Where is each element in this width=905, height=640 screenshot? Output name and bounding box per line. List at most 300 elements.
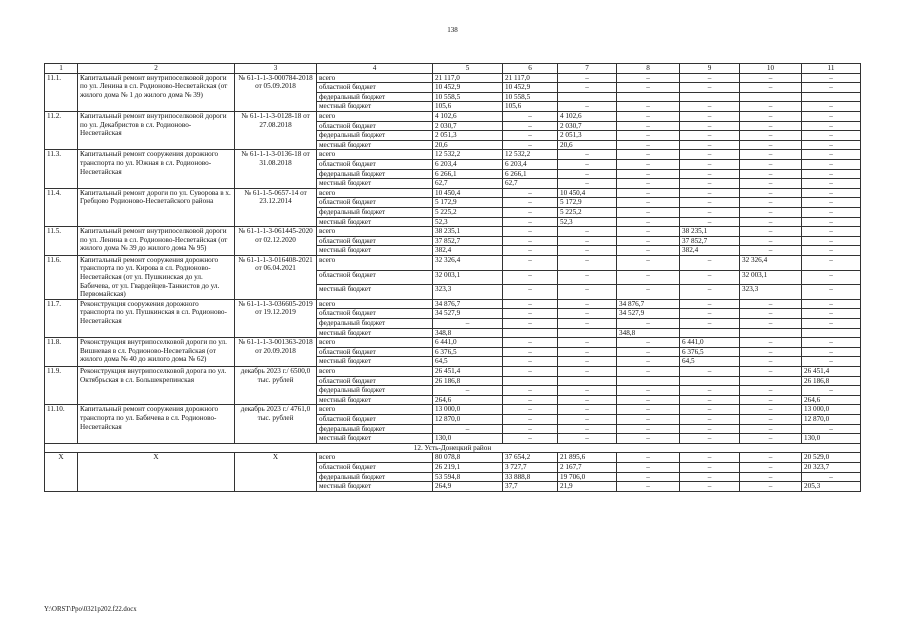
amount-cell: – bbox=[802, 111, 861, 121]
item-document: № 61-1-5-0657-14 от 23.12.2014 bbox=[235, 188, 317, 226]
funding-source: областной бюджет bbox=[317, 309, 433, 319]
amount-cell: 382,4 bbox=[433, 246, 503, 256]
amount-cell: – bbox=[802, 140, 861, 150]
amount-cell: – bbox=[680, 395, 740, 405]
page-number: 138 bbox=[447, 26, 458, 34]
funding-source: областной бюджет bbox=[317, 198, 433, 208]
amount-cell: – bbox=[503, 121, 558, 131]
amount-cell: 34 876,7 bbox=[617, 299, 680, 309]
amount-cell: – bbox=[558, 414, 617, 424]
amount-cell: – bbox=[503, 414, 558, 424]
amount-cell: – bbox=[680, 367, 740, 377]
item-name: Х bbox=[78, 453, 235, 491]
amount-cell: – bbox=[740, 179, 802, 189]
funding-source: федеральный бюджет bbox=[317, 386, 433, 396]
amount-cell bbox=[680, 92, 740, 102]
amount-cell: – bbox=[617, 111, 680, 121]
column-number: 1 bbox=[45, 64, 78, 74]
amount-cell: – bbox=[558, 309, 617, 319]
funding-source: местный бюджет bbox=[317, 482, 433, 492]
amount-cell: – bbox=[680, 111, 740, 121]
amount-cell: – bbox=[503, 140, 558, 150]
amount-cell: – bbox=[740, 386, 802, 396]
amount-cell: 10 452,9 bbox=[503, 83, 558, 93]
amount-cell: – bbox=[680, 255, 740, 270]
amount-cell: – bbox=[802, 299, 861, 309]
funding-source: областной бюджет bbox=[317, 376, 433, 386]
item-number: Х bbox=[45, 453, 78, 491]
item-number: 11.6. bbox=[45, 255, 78, 299]
funding-table bbox=[44, 63, 861, 492]
amount-cell: – bbox=[740, 367, 802, 377]
funding-source: местный бюджет bbox=[317, 102, 433, 112]
amount-cell: – bbox=[503, 270, 558, 285]
amount-cell: – bbox=[680, 424, 740, 434]
amount-cell: – bbox=[740, 121, 802, 131]
funding-source: всего bbox=[317, 227, 433, 237]
amount-cell: – bbox=[503, 367, 558, 377]
table-row bbox=[45, 188, 861, 198]
item-document: № 61-1-1-3-016408-2021 от 06.04.2021 bbox=[235, 255, 317, 299]
amount-cell: 382,4 bbox=[680, 246, 740, 256]
amount-cell: – bbox=[680, 319, 740, 329]
amount-cell: – bbox=[617, 270, 680, 285]
amount-cell: – bbox=[740, 347, 802, 357]
item-number: 11.5. bbox=[45, 227, 78, 256]
funding-source: всего bbox=[317, 255, 433, 270]
amount-cell: – bbox=[617, 386, 680, 396]
amount-cell: – bbox=[617, 482, 680, 492]
amount-cell bbox=[558, 376, 617, 386]
table-body bbox=[45, 64, 861, 492]
amount-cell: – bbox=[740, 83, 802, 93]
amount-cell: – bbox=[617, 207, 680, 217]
amount-cell: – bbox=[558, 102, 617, 112]
amount-cell: 323,3 bbox=[433, 285, 503, 300]
amount-cell: – bbox=[617, 405, 680, 415]
funding-source: всего bbox=[317, 453, 433, 463]
amount-cell: 52,3 bbox=[558, 217, 617, 227]
amount-cell: – bbox=[740, 246, 802, 256]
amount-cell: – bbox=[740, 236, 802, 246]
table-row bbox=[45, 255, 861, 270]
amount-cell: – bbox=[680, 198, 740, 208]
column-number: 8 bbox=[617, 64, 680, 74]
amount-cell: – bbox=[740, 198, 802, 208]
amount-cell: – bbox=[617, 227, 680, 237]
amount-cell: – bbox=[617, 434, 680, 444]
funding-source: местный бюджет bbox=[317, 434, 433, 444]
item-number: 11.1. bbox=[45, 73, 78, 111]
funding-source: федеральный бюджет bbox=[317, 207, 433, 217]
item-name: Капитальный ремонт внутрипоселковой дороги по ул. Ленина в сл. Родионово-Несветайская (от жилого дома № 39 до жилого дома № 95) bbox=[78, 227, 235, 256]
amount-cell: – bbox=[740, 73, 802, 83]
amount-cell: 32 003,1 bbox=[740, 270, 802, 285]
funding-source: областной бюджет bbox=[317, 83, 433, 93]
item-name: Капитальный ремонт дороги по ул. Суворова в х. Гребцово Родионово-Несветайского района bbox=[78, 188, 235, 226]
amount-cell: – bbox=[617, 188, 680, 198]
amount-cell: 2 051,3 bbox=[558, 131, 617, 141]
funding-source: федеральный бюджет bbox=[317, 472, 433, 482]
column-number: 10 bbox=[740, 64, 802, 74]
amount-cell: 264,6 bbox=[433, 395, 503, 405]
item-name: Реконструкция сооружения дорожного транспорта по ул. Пушкинская в сл. Родионово-Несветайская bbox=[78, 299, 235, 337]
amount-cell: – bbox=[503, 434, 558, 444]
amount-cell: 19 706,0 bbox=[558, 472, 617, 482]
amount-cell: 20,6 bbox=[433, 140, 503, 150]
amount-cell: 5 172,9 bbox=[433, 198, 503, 208]
amount-cell: – bbox=[558, 424, 617, 434]
amount-cell: – bbox=[680, 453, 740, 463]
amount-cell: – bbox=[617, 102, 680, 112]
amount-cell: 12 532,2 bbox=[433, 150, 503, 160]
funding-source: всего bbox=[317, 338, 433, 348]
amount-cell bbox=[617, 376, 680, 386]
item-name: Капитальный ремонт сооружения дорожного транспорта по ул. Южная в сл. Родионово-Несветайская bbox=[78, 150, 235, 188]
amount-cell: – bbox=[558, 386, 617, 396]
amount-cell: – bbox=[503, 207, 558, 217]
item-number: 11.3. bbox=[45, 150, 78, 188]
amount-cell: – bbox=[503, 131, 558, 141]
funding-source: областной бюджет bbox=[317, 270, 433, 285]
funding-source: областной бюджет bbox=[317, 462, 433, 472]
amount-cell: 53 594,8 bbox=[433, 472, 503, 482]
amount-cell: 4 102,6 bbox=[558, 111, 617, 121]
amount-cell: – bbox=[558, 405, 617, 415]
amount-cell: – bbox=[558, 299, 617, 309]
table-row bbox=[45, 150, 861, 160]
amount-cell: – bbox=[802, 309, 861, 319]
table-row bbox=[45, 227, 861, 237]
amount-cell: 20 323,7 bbox=[802, 462, 861, 472]
amount-cell: – bbox=[558, 270, 617, 285]
amount-cell: – bbox=[433, 424, 503, 434]
amount-cell: – bbox=[802, 386, 861, 396]
amount-cell: – bbox=[802, 83, 861, 93]
amount-cell: – bbox=[740, 299, 802, 309]
amount-cell: 130,0 bbox=[433, 434, 503, 444]
amount-cell: 10 452,9 bbox=[433, 83, 503, 93]
amount-cell: – bbox=[802, 102, 861, 112]
amount-cell: 6 203,4 bbox=[503, 159, 558, 169]
amount-cell: – bbox=[680, 169, 740, 179]
amount-cell: 37 654,2 bbox=[503, 453, 558, 463]
amount-cell: 264,9 bbox=[433, 482, 503, 492]
column-number: 7 bbox=[558, 64, 617, 74]
amount-cell: 205,3 bbox=[802, 482, 861, 492]
amount-cell: – bbox=[740, 169, 802, 179]
amount-cell: – bbox=[740, 434, 802, 444]
amount-cell: – bbox=[503, 386, 558, 396]
amount-cell: 10 450,4 bbox=[558, 188, 617, 198]
amount-cell: – bbox=[558, 338, 617, 348]
amount-cell: – bbox=[740, 462, 802, 472]
amount-cell: – bbox=[802, 357, 861, 367]
amount-cell: 38 235,1 bbox=[680, 227, 740, 237]
amount-cell: – bbox=[617, 169, 680, 179]
amount-cell: 26 451,4 bbox=[433, 367, 503, 377]
amount-cell: – bbox=[740, 405, 802, 415]
amount-cell: – bbox=[740, 150, 802, 160]
amount-cell: – bbox=[680, 414, 740, 424]
amount-cell: – bbox=[558, 169, 617, 179]
amount-cell: 10 558,5 bbox=[503, 92, 558, 102]
amount-cell: – bbox=[558, 236, 617, 246]
amount-cell: – bbox=[433, 386, 503, 396]
amount-cell: 2 030,7 bbox=[558, 121, 617, 131]
amount-cell: 6 376,5 bbox=[433, 347, 503, 357]
amount-cell: – bbox=[680, 207, 740, 217]
amount-cell: – bbox=[802, 236, 861, 246]
funding-source: областной бюджет bbox=[317, 414, 433, 424]
column-number: 4 bbox=[317, 64, 433, 74]
amount-cell bbox=[740, 92, 802, 102]
amount-cell: – bbox=[558, 73, 617, 83]
amount-cell: 64,5 bbox=[433, 357, 503, 367]
amount-cell: – bbox=[740, 472, 802, 482]
amount-cell: – bbox=[617, 121, 680, 131]
funding-source: всего bbox=[317, 299, 433, 309]
amount-cell: – bbox=[503, 227, 558, 237]
amount-cell: – bbox=[503, 236, 558, 246]
amount-cell: 21 895,6 bbox=[558, 453, 617, 463]
item-name: Капитальный ремонт внутрипоселковой дороги по ул. Декабристов в сл. Родионово-Несветайская bbox=[78, 111, 235, 149]
amount-cell bbox=[802, 92, 861, 102]
funding-source: областной бюджет bbox=[317, 236, 433, 246]
amount-cell: 34 876,7 bbox=[433, 299, 503, 309]
amount-cell: 5 225,2 bbox=[558, 207, 617, 217]
funding-source: федеральный бюджет bbox=[317, 131, 433, 141]
amount-cell: – bbox=[680, 102, 740, 112]
amount-cell: 52,3 bbox=[433, 217, 503, 227]
amount-cell: – bbox=[802, 255, 861, 270]
amount-cell: – bbox=[802, 150, 861, 160]
funding-source: местный бюджет bbox=[317, 140, 433, 150]
amount-cell: – bbox=[558, 347, 617, 357]
column-number: 11 bbox=[802, 64, 861, 74]
amount-cell: – bbox=[680, 179, 740, 189]
column-number: 9 bbox=[680, 64, 740, 74]
amount-cell: 37 852,7 bbox=[680, 236, 740, 246]
amount-cell: – bbox=[558, 357, 617, 367]
amount-cell: 26 186,8 bbox=[433, 376, 503, 386]
amount-cell: – bbox=[802, 285, 861, 300]
amount-cell: – bbox=[680, 188, 740, 198]
file-path-footer: Y:\ORST\Ppo\0321p202.f22.docx bbox=[44, 606, 137, 613]
table-row bbox=[45, 338, 861, 348]
amount-cell: – bbox=[617, 179, 680, 189]
amount-cell: – bbox=[617, 347, 680, 357]
item-document: № 61-1-1-3-036605-2019 от 19.12.2019 bbox=[235, 299, 317, 337]
amount-cell: – bbox=[617, 357, 680, 367]
item-name: Реконструкция внутрипоселковой дорога по ул. Октябрьская в сл. Большекрепинская bbox=[78, 367, 235, 405]
amount-cell: – bbox=[503, 405, 558, 415]
amount-cell: 34 527,9 bbox=[617, 309, 680, 319]
amount-cell: – bbox=[740, 140, 802, 150]
amount-cell: 2 167,7 bbox=[558, 462, 617, 472]
funding-source: местный бюджет bbox=[317, 395, 433, 405]
amount-cell: – bbox=[680, 309, 740, 319]
amount-cell: 348,8 bbox=[617, 328, 680, 338]
amount-cell: – bbox=[680, 121, 740, 131]
amount-cell: – bbox=[558, 159, 617, 169]
amount-cell: – bbox=[503, 424, 558, 434]
table-row bbox=[45, 405, 861, 415]
amount-cell: 6 203,4 bbox=[433, 159, 503, 169]
amount-cell bbox=[802, 328, 861, 338]
amount-cell: 26 186,8 bbox=[802, 376, 861, 386]
amount-cell: 32 003,1 bbox=[433, 270, 503, 285]
amount-cell: – bbox=[680, 405, 740, 415]
amount-cell: 37 852,7 bbox=[433, 236, 503, 246]
amount-cell: – bbox=[680, 159, 740, 169]
amount-cell: 34 527,9 bbox=[433, 309, 503, 319]
amount-cell: – bbox=[617, 414, 680, 424]
amount-cell: 33 888,8 bbox=[503, 472, 558, 482]
amount-cell: – bbox=[740, 131, 802, 141]
amount-cell: – bbox=[558, 285, 617, 300]
amount-cell: – bbox=[617, 73, 680, 83]
amount-cell bbox=[503, 376, 558, 386]
amount-cell: – bbox=[802, 347, 861, 357]
amount-cell: – bbox=[680, 150, 740, 160]
amount-cell: – bbox=[740, 338, 802, 348]
amount-cell: – bbox=[802, 207, 861, 217]
amount-cell: 348,8 bbox=[433, 328, 503, 338]
amount-cell: 13 000,0 bbox=[433, 405, 503, 415]
funding-source: областной бюджет bbox=[317, 347, 433, 357]
amount-cell bbox=[680, 328, 740, 338]
amount-cell: – bbox=[558, 83, 617, 93]
amount-cell: – bbox=[558, 246, 617, 256]
item-name: Капитальный ремонт сооружения дорожного транспорта по ул. Кирова в сл. Родионово-Несветайская (от ул. Пушкинская до ул. Бабичева, от ул. Гвардейцев-Танкистов до ул. Первомайская) bbox=[78, 255, 235, 299]
funding-source: федеральный бюджет bbox=[317, 319, 433, 329]
amount-cell: 323,3 bbox=[740, 285, 802, 300]
amount-cell: – bbox=[503, 338, 558, 348]
funding-source: всего bbox=[317, 405, 433, 415]
item-document: декабрь 2023 г./ 4761,0 тыс. рублей bbox=[235, 405, 317, 443]
amount-cell: 37,7 bbox=[503, 482, 558, 492]
amount-cell: – bbox=[558, 255, 617, 270]
amount-cell: – bbox=[680, 217, 740, 227]
column-number: 5 bbox=[433, 64, 503, 74]
amount-cell: – bbox=[503, 309, 558, 319]
item-number: 11.4. bbox=[45, 188, 78, 226]
amount-cell: – bbox=[740, 159, 802, 169]
amount-cell: 12 870,0 bbox=[433, 414, 503, 424]
amount-cell: 6 266,1 bbox=[503, 169, 558, 179]
funding-source: всего bbox=[317, 111, 433, 121]
amount-cell: – bbox=[740, 309, 802, 319]
amount-cell: 6 376,5 bbox=[680, 347, 740, 357]
amount-cell: – bbox=[617, 395, 680, 405]
amount-cell: – bbox=[503, 255, 558, 270]
amount-cell: – bbox=[802, 188, 861, 198]
amount-cell: – bbox=[802, 338, 861, 348]
amount-cell: 12 532,2 bbox=[503, 150, 558, 160]
amount-cell: – bbox=[617, 255, 680, 270]
amount-cell: – bbox=[740, 102, 802, 112]
amount-cell bbox=[680, 376, 740, 386]
amount-cell: – bbox=[740, 319, 802, 329]
item-number: 11.10. bbox=[45, 405, 78, 443]
item-document: Х bbox=[235, 453, 317, 491]
table-row bbox=[45, 453, 861, 463]
amount-cell: – bbox=[617, 131, 680, 141]
amount-cell: – bbox=[558, 319, 617, 329]
amount-cell: – bbox=[503, 198, 558, 208]
header-row bbox=[45, 64, 861, 74]
amount-cell: – bbox=[680, 482, 740, 492]
amount-cell: 13 000,0 bbox=[802, 405, 861, 415]
amount-cell: – bbox=[503, 319, 558, 329]
amount-cell: 5 225,2 bbox=[433, 207, 503, 217]
item-number: 11.7. bbox=[45, 299, 78, 337]
amount-cell: 264,6 bbox=[802, 395, 861, 405]
amount-cell: 62,7 bbox=[503, 179, 558, 189]
amount-cell bbox=[617, 92, 680, 102]
item-document: № 61-1-1-3-0136-18 от 31.08.2018 bbox=[235, 150, 317, 188]
amount-cell: 21 117,0 bbox=[503, 73, 558, 83]
amount-cell: – bbox=[802, 472, 861, 482]
amount-cell: – bbox=[617, 246, 680, 256]
amount-cell: – bbox=[680, 386, 740, 396]
amount-cell: – bbox=[740, 217, 802, 227]
amount-cell: – bbox=[558, 367, 617, 377]
item-name: Реконструкция внутрипоселковой дороги по ул. Вишневая в сл. Родионово-Несветайская (от жилого дома № 40 до жилого дома № 62) bbox=[78, 338, 235, 367]
item-document: № 61-1-1-3-061445-2020 от 02.12.2020 bbox=[235, 227, 317, 256]
amount-cell: – bbox=[503, 299, 558, 309]
amount-cell: – bbox=[802, 198, 861, 208]
amount-cell: 105,6 bbox=[503, 102, 558, 112]
funding-source: федеральный бюджет bbox=[317, 424, 433, 434]
amount-cell: – bbox=[680, 434, 740, 444]
column-number: 6 bbox=[503, 64, 558, 74]
amount-cell: – bbox=[680, 83, 740, 93]
amount-cell: – bbox=[680, 131, 740, 141]
amount-cell: – bbox=[617, 367, 680, 377]
amount-cell: 130,0 bbox=[802, 434, 861, 444]
amount-cell: – bbox=[617, 462, 680, 472]
amount-cell: – bbox=[680, 285, 740, 300]
amount-cell: – bbox=[617, 198, 680, 208]
amount-cell: 2 051,3 bbox=[433, 131, 503, 141]
section-row bbox=[45, 443, 861, 453]
funding-source: всего bbox=[317, 150, 433, 160]
amount-cell: – bbox=[680, 73, 740, 83]
item-number: 11.8. bbox=[45, 338, 78, 367]
funding-source: местный бюджет bbox=[317, 217, 433, 227]
amount-cell: 62,7 bbox=[433, 179, 503, 189]
amount-cell: – bbox=[503, 188, 558, 198]
amount-cell: 26 219,1 bbox=[433, 462, 503, 472]
amount-cell: – bbox=[680, 140, 740, 150]
amount-cell: 4 102,6 bbox=[433, 111, 503, 121]
amount-cell: – bbox=[503, 285, 558, 300]
amount-cell: – bbox=[558, 434, 617, 444]
amount-cell: – bbox=[433, 319, 503, 329]
amount-cell: – bbox=[558, 150, 617, 160]
amount-cell: 20 529,0 bbox=[802, 453, 861, 463]
amount-cell: – bbox=[740, 424, 802, 434]
table-row bbox=[45, 299, 861, 309]
amount-cell bbox=[740, 328, 802, 338]
amount-cell: – bbox=[617, 150, 680, 160]
amount-cell: 64,5 bbox=[680, 357, 740, 367]
amount-cell: – bbox=[503, 347, 558, 357]
amount-cell: 10 558,5 bbox=[433, 92, 503, 102]
item-document: № 61-1-1-3-001363-2018 от 20.09.2018 bbox=[235, 338, 317, 367]
